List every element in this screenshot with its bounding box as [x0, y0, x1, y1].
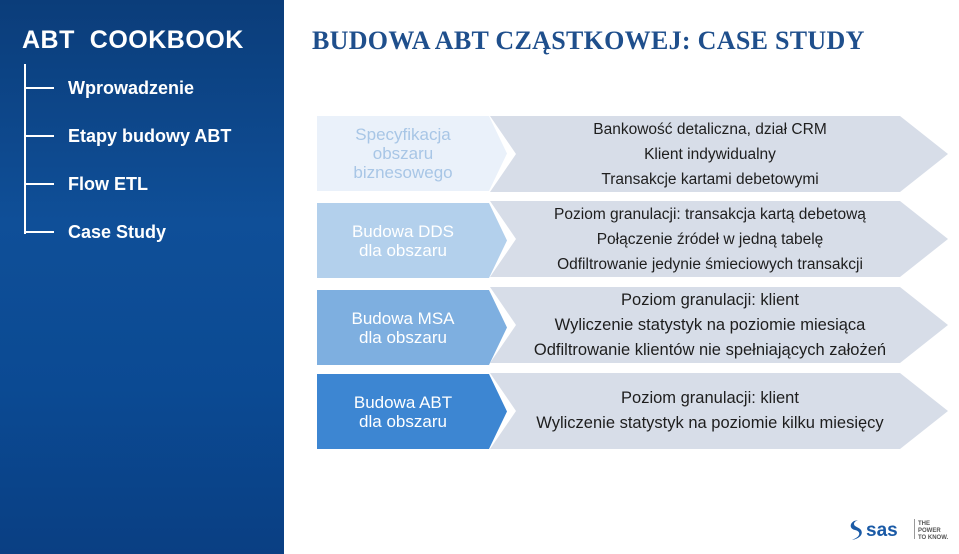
step-line: Budowa ABT: [353, 392, 453, 412]
step-box-abt: [317, 374, 507, 449]
tree-branch: [24, 231, 54, 233]
step-line: Budowa DDS: [351, 221, 455, 241]
description-arrow: [490, 201, 950, 277]
step-line: dla obszaru: [359, 327, 447, 347]
step-box-msa: [317, 290, 507, 365]
tree-branch: [24, 87, 54, 89]
nav-item-wprowadzenie[interactable]: Wprowadzenie: [68, 78, 195, 98]
arrow-line: Klient indywidualny: [644, 145, 776, 163]
arrow-line: Poziom granulacji: klient: [621, 389, 799, 407]
step-line: biznesowego: [353, 163, 453, 182]
arrow-line: Wyliczenie statystyk na poziomie kilku miesięcy: [536, 414, 884, 432]
description-arrow: [490, 116, 950, 192]
arrow-line: Odfiltrowanie klientów nie spełniających założeń: [533, 340, 887, 359]
brand-title: ABT COOKBOOK: [22, 26, 244, 54]
arrow-line: Wyliczenie statystyk na poziomie miesiąca: [554, 315, 866, 334]
arrow-line: Poziom granulacji: transakcja kartą debetową: [554, 205, 866, 223]
nav-item-etapy-budowy-abt[interactable]: Etapy budowy ABT: [68, 126, 232, 146]
step-box-specyfikacja: [317, 116, 507, 191]
description-arrow: [490, 373, 950, 449]
step-line: Budowa MSA: [351, 308, 455, 328]
arrow-line: Transakcje kartami debetowymi: [601, 170, 819, 188]
tree-branch: [24, 135, 54, 137]
step-label: [317, 374, 507, 449]
step-label: [317, 116, 507, 191]
step-line: Specyfikacja: [355, 125, 451, 144]
logo-tagline: TO KNOW.: [918, 535, 949, 541]
nav-item-flow-etl[interactable]: Flow ETL: [68, 174, 148, 194]
step-line: obszaru: [372, 144, 434, 163]
step-label: [317, 203, 507, 278]
svg-text:sas: sas: [866, 520, 898, 541]
logo-tagline: POWER: [918, 528, 941, 534]
description-arrow: [490, 287, 950, 363]
sidebar: [0, 0, 284, 554]
logo-tagline: THE: [918, 521, 930, 527]
step-line: dla obszaru: [359, 240, 447, 260]
tree-line: [24, 64, 26, 234]
sas-logo-mark: [848, 515, 956, 543]
arrow-text: [490, 373, 950, 449]
arrow-text: [490, 287, 950, 363]
arrow-text: [490, 201, 950, 277]
sas-logo: [848, 515, 956, 543]
step-box-dds: [317, 203, 507, 278]
arrow-line: Poziom granulacji: klient: [621, 290, 799, 309]
page-title: BUDOWA ABT CZĄSTKOWEJ: CASE STUDY: [312, 26, 865, 55]
tree-branch: [24, 183, 54, 185]
arrow-line: Odfiltrowanie jedynie śmieciowych transakcji: [557, 255, 863, 273]
nav-item-case-study[interactable]: Case Study: [68, 222, 167, 242]
arrow-line: Połączenie źródeł w jedną tabelę: [596, 230, 824, 248]
arrow-line: Bankowość detaliczna, dział CRM: [593, 120, 827, 138]
step-label: [317, 290, 507, 365]
step-line: dla obszaru: [359, 411, 447, 431]
arrow-text: [490, 116, 950, 192]
